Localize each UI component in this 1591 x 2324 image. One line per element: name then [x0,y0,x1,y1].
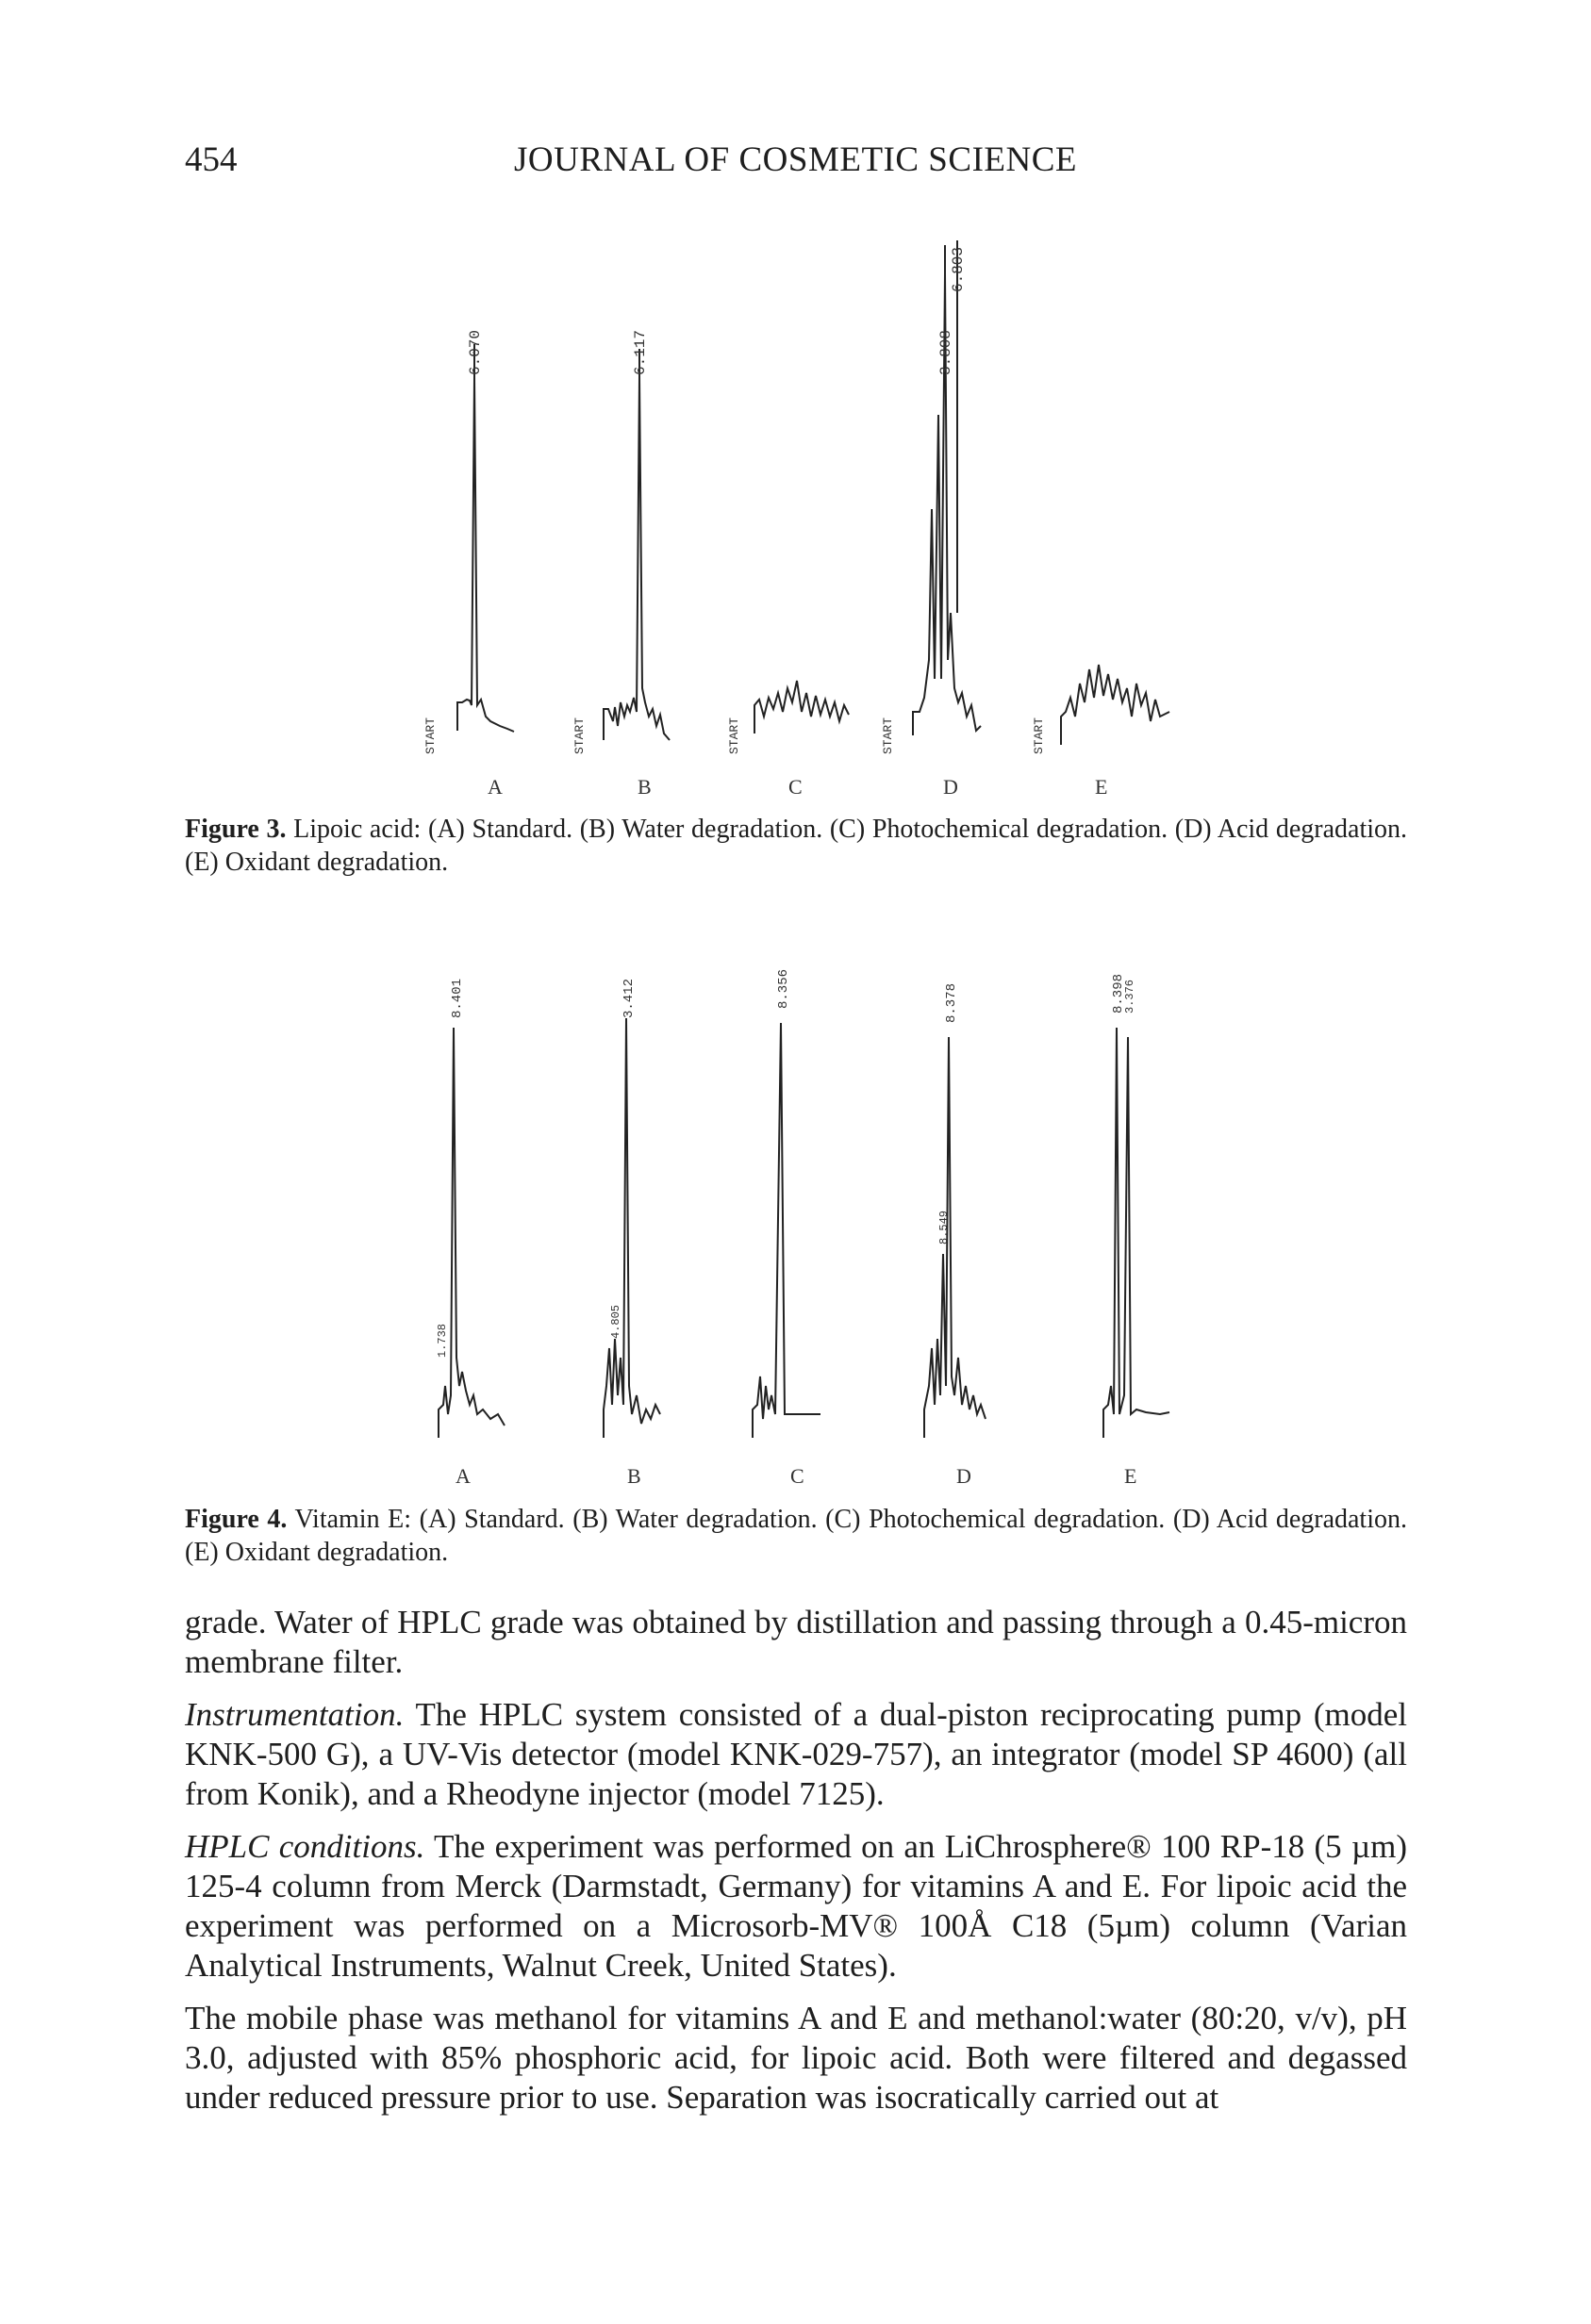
fig4-panel-letter-b: B [627,1464,641,1488]
fig4-minor-label-d: 8.549 [937,1210,951,1244]
instrumentation-heading: Instrumentation. [185,1696,405,1733]
fig3-start-label-d: START [881,717,895,754]
fig3-panel-letter-d: D [943,775,958,799]
fig4-trace-e [1103,1028,1169,1438]
fig3-peak-label-d: 3.808 [937,329,954,375]
fig3-start-label-b: START [572,717,587,754]
fig4-peak-label-c: 8.356 [776,968,791,1009]
fig4-peak-label-a: 8.401 [450,978,465,1018]
fig4-panel-letter-a: A [456,1464,471,1488]
fig4-minor-label-e: 3.376 [1123,979,1136,1014]
fig3-start-label-a: START [423,717,438,754]
journal-title: JOURNAL OF COSMETIC SCIENCE [514,140,1077,179]
fig3-start-label-c: START [727,717,741,754]
fig4-panel-letter-d: D [956,1464,971,1488]
fig4-minor-label-a: 1.738 [436,1323,449,1358]
fig3-start-label-e: START [1032,717,1046,754]
paragraph-mobile-phase: The mobile phase was methanol for vitamins A and E and methanol:water (80:20, v/v), pH 3.0, adjusted with 85% phosphoric acid, for lipoic acid. Both were filtered and degassed under reduced pressure prior to use. Separation was isocratically carried out at [185,2000,1407,2116]
fig4-trace-c [753,1023,820,1438]
fig4-trace-a [439,1028,505,1438]
body-text [185,1603,1407,2118]
paragraph-instrumentation [185,1695,1407,1814]
fig3-peak-label-b: 6.117 [632,329,649,375]
fig3-panel-letter-c: C [788,775,803,799]
page-number: 454 [185,140,238,179]
fig4-trace-d [924,1037,986,1438]
hplc-conditions-text: The experiment was performed on an LiChrosphere® 100 RP-18 (5 µm) 125-4 column from Merck (Darmstadt, Germany) for vitamins A and E. For lipoic acid the experiment was performed on a Microsorb-MV® 100Å C18 (5µm) column (Varian Analytical Instruments, Walnut Creek, United States). [185,1828,1407,1984]
fig3-panel-letter-b: B [638,775,652,799]
fig4-minor-label-b: 4.805 [609,1304,622,1339]
figure-4-label: Figure 4. [185,1505,288,1534]
hplc-conditions-heading: HPLC conditions. [185,1828,425,1865]
figure-4-caption [185,1503,1407,1569]
figure-3-caption-text: Lipoic acid: (A) Standard. (B) Water degradation. (C) Photochemical degradation. (D) Acid degradation. (E) Oxidant degradation. [185,815,1408,877]
fig4-panel-letter-c: C [790,1464,804,1488]
instrumentation-text: The HPLC system consisted of a dual-piston reciprocating pump (model KNK-500 G), a UV-Vis detector (model KNK-029-757), an integrator (model SP 4600) (all from Konik), and a Rheodyne injector (model 7125). [185,1696,1407,1812]
fig4-peak-label-b: 3.412 [621,978,637,1018]
paragraph-water-grade: grade. Water of HPLC grade was obtained by distillation and passing through a 0.45-micron membrane filter. [185,1604,1407,1680]
fig3-panel-letter-a: A [488,775,503,799]
fig4-panel-letter-e: E [1124,1464,1137,1488]
fig3-extra-peak-label: 6.803 [950,246,967,292]
fig4-peak-label-e: 8.398 [1111,973,1126,1014]
figure-3-label: Figure 3. [185,815,287,844]
figure-4-caption-text: Vitamin E: (A) Standard. (B) Water degradation. (C) Photochemical degradation. (D) Acid degradation. (E) Oxidant degradation. [185,1505,1407,1567]
fig3-peak-label-a: 6.070 [467,329,484,375]
fig4-trace-b [604,1018,660,1438]
fig3-panel-letter-e: E [1095,775,1108,799]
paragraph-hplc-conditions [185,1827,1407,1986]
fig4-peak-label-d: 8.378 [944,982,959,1023]
